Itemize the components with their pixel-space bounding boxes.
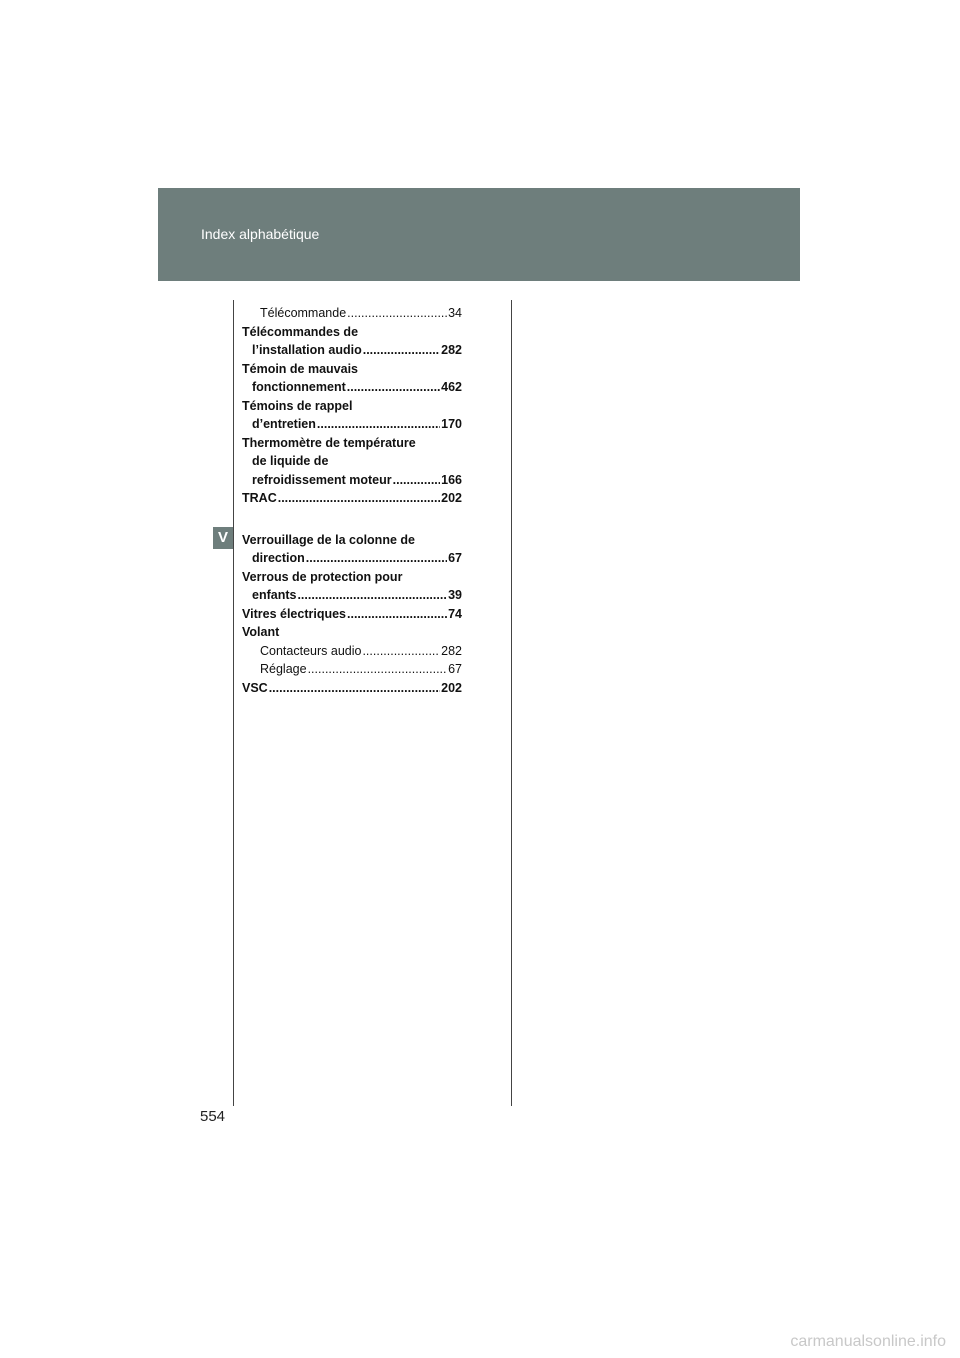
index-entry[interactable]: TRAC ..... 202 [242,489,462,508]
left-column-rule [233,300,234,1106]
index-entry[interactable]: Contacteurs audio ..... 282 [242,642,462,661]
index-entry[interactable]: l’installation audio ..... 282 [242,341,462,360]
watermark: carmanualsonline.info [790,1333,946,1350]
index-entry: Télécommandes de [242,324,359,339]
letter-tab-marker: V [213,527,233,549]
header-band [158,188,800,281]
letter-group-gap [242,508,462,531]
index-entry: Verrous de protection pour [242,569,403,584]
index-entry: Témoins de rappel [242,398,353,413]
index-entry[interactable]: d’entretien ..... 170 [242,415,462,434]
index-entry: Témoin de mauvais [242,361,359,376]
section-title: Index alphabétique [201,226,320,242]
index-entry: Thermomètre de température [242,435,416,450]
index-entry[interactable]: Vitres électriques ..... 74 [242,605,462,624]
index-entry: de liquide de [252,454,329,468]
index-entry[interactable]: VSC ..... 202 [242,679,462,698]
index-entry[interactable]: Réglage ..... 67 [242,660,462,679]
index-entry[interactable]: direction ..... 67 [242,549,462,568]
index-entry: Verrouillage de la colonne de [242,532,415,547]
page-number: 554 [200,1108,226,1125]
index-entry[interactable]: enfants ..... 39 [242,586,462,605]
index-entry: Volant [242,625,280,639]
right-column-rule [511,300,512,1106]
index-entry[interactable]: Télécommande ..... 34 [242,304,462,323]
index-entry[interactable]: refroidissement moteur ..... 166 [242,471,462,490]
index-column [242,304,462,697]
index-entry[interactable]: fonctionnement ..... 462 [242,378,462,397]
